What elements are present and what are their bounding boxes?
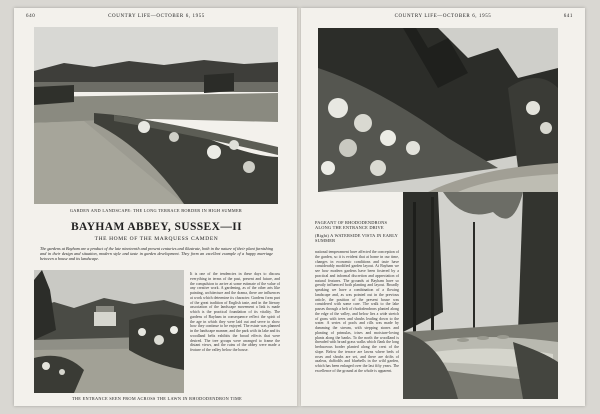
- rhododendron-drive-caption: PAGEANT OF RHODODENDRONS ALONG THE ENTRANCE DRIVE: [315, 220, 388, 231]
- terrace-border-caption: GARDEN AND LANDSCAPE: THE LONG TERRACE BORDER IN HIGH SUMMER: [69, 208, 243, 213]
- left-page: [14, 8, 299, 406]
- terrace-border-photo: [34, 27, 278, 204]
- left-page-number: 640: [26, 14, 36, 19]
- left-running-title: COUNTRY LIFE—OCTOBER 6, 1955: [108, 14, 205, 19]
- waterside-vista-caption: (Right) A WATERSIDE VISTA IN EARLY SUMMER: [315, 232, 398, 244]
- article-intro: The gardens at Bayham are a product of the late nineteenth and present centuries and illustrate, both in the nature of their plant furnishing and in their design and situation, modern style and taste in garden development. They form an excellent example of a happy marriage between a house and its landscape.: [40, 246, 274, 262]
- article-title: BAYHAM ABBEY, SUSSEX—II: [70, 221, 242, 233]
- rhododendron-drive-photo: [318, 28, 558, 192]
- left-body-column: It is one of the tendencies in these days to discuss everything in terms of the past, present and future, and the compulsion to arrive at some estimate of the value of any creative work. A gardening, as of the other arts like painting, architecture and the drama, there are influences at work which determine its character. Gardens form part of the great tradition of English taste, and in the literary association of the landscape movement a link is made which is the practical foundation of its vitality. The gardens of Bayham in consequence reflect the spirit of the age in which they were laid out and serve to show how they continue to be enjoyed. The estate was planned in the landscape manner, and the park with its lake and its woodland belts exhibits the broad effects that were desired. The tree groups were arranged to frame the distant views, and the ruins of the abbey were made a feature of the valley below the house.: [190, 272, 280, 352]
- entrance-lawn-photo: [34, 270, 184, 393]
- article-subtitle: THE HOME OF THE MARQUESS CAMDEN: [94, 236, 219, 242]
- right-running-head: [301, 14, 585, 22]
- waterside-vista-photo: [403, 192, 558, 399]
- entrance-lawn-caption: THE ENTRANCE SEEN FROM ACROSS THE LAWN IN RHODODENDRON TIME: [71, 396, 243, 401]
- right-body-column: national temperament have affected the conception of the garden, so it is evident that at home in our time, changes in economic conditions and taste have considerably modified garden layout. At Bayham we see how modern gardens have been fostered by a practical and informal discretion and appreciation of natural features. The grounds at Bayham have so greatly influenced both planting and layout. Broadly speaking we have a combination of a flowing landscape and, as was pointed out in the previous article, the position of the present house was considered with some care. The walk to the lake passes through a belt of rhododendrons planted along the edge of the valley, and below lies a wide stretch of grass with trees and shrubs leading down to the water. A series of pools and rills was made by damming the stream, with stepping stones and planting of primulas, irises and moisture-loving plants along the banks. To the north the woodland is threaded with broad grass walks which flank the long herbaceous border planted along the crest of the slope. Below the terrace are lawns where beds of roses and shrubs are set, and there are drifts of azaleas, daffodils and bluebells in the wild garden, which has been enlarged over the last fifty years. The excellence of the ground at the whole is apparent.: [315, 250, 399, 373]
- right-running-title: COUNTRY LIFE—OCTOBER 6, 1955: [394, 14, 492, 19]
- left-running-head: [14, 14, 299, 22]
- right-page: [301, 8, 585, 406]
- right-page-number: 641: [563, 14, 573, 19]
- rhododendron-captions: [315, 220, 399, 246]
